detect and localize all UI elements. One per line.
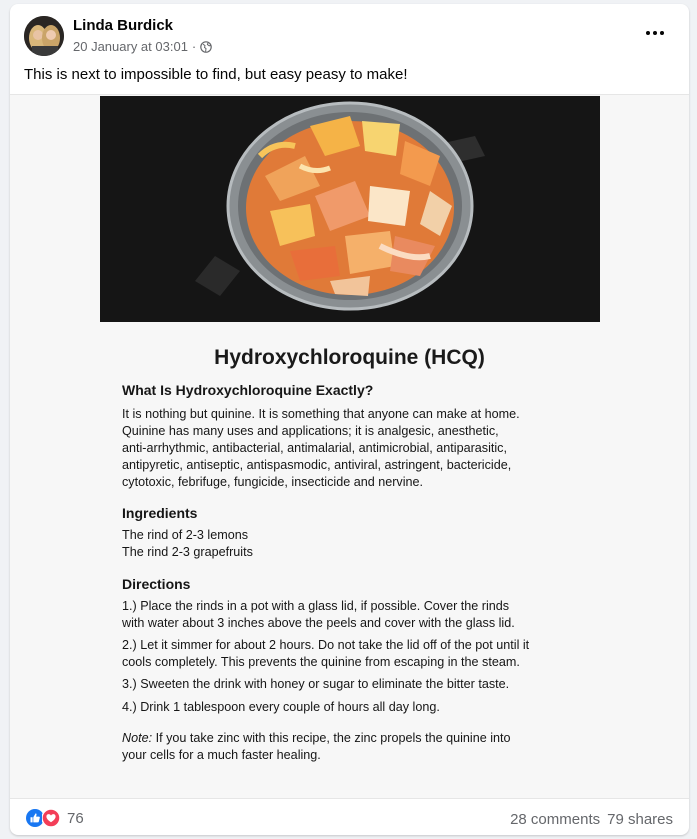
more-options-button[interactable] — [637, 21, 673, 45]
avatar-photo — [24, 16, 64, 56]
post-footer — [10, 802, 689, 835]
ingredient-item: The rind of 2-3 lemons — [122, 528, 248, 542]
description-line: It is nothing but quinine. It is something that anyone can make at home. — [122, 407, 520, 421]
avatar[interactable] — [24, 16, 64, 56]
post-card — [10, 4, 689, 835]
reaction-count: 76 — [67, 809, 84, 827]
note-text: If you take zinc with this recipe, the zinc propels the quinine into — [152, 731, 511, 745]
shares-count[interactable]: 79 shares — [607, 811, 673, 828]
pot-of-citrus-rinds-photo — [100, 96, 600, 322]
direction-line: 1.) Place the rinds in a pot with a glass lid, if possible. Cover the rinds — [122, 599, 510, 613]
post-text: This is next to impossible to find, but easy peasy to make! — [24, 66, 408, 83]
directions-heading: Directions — [122, 576, 191, 592]
post-meta — [73, 39, 212, 54]
post-timestamp[interactable]: 20 January at 03:01 — [73, 39, 188, 54]
direction-line: 3.) Sweeten the drink with honey or sugar to eliminate the bitter taste. — [122, 677, 510, 691]
note-line: your cells for a much faster healing. — [122, 748, 321, 762]
author-name[interactable]: Linda Burdick — [73, 17, 174, 34]
ingredients-heading: Ingredients — [122, 505, 198, 521]
more-dot-icon — [646, 31, 650, 35]
section-heading: What Is Hydroxychloroquine Exactly? — [122, 382, 374, 398]
more-dot-icon — [653, 31, 657, 35]
meta-separator: · — [191, 39, 197, 54]
post-image[interactable] — [10, 94, 689, 799]
description-line: antipyretic, antiseptic, antispasmodic, antiviral, astringent, bactericide, — [122, 458, 512, 472]
more-dot-icon — [660, 31, 664, 35]
reactions-summary[interactable] — [26, 809, 84, 827]
love-reaction-icon — [42, 809, 60, 827]
engagement-stats — [510, 811, 673, 828]
ingredient-item: The rind 2-3 grapefruits — [122, 545, 253, 559]
direction-line: 2.) Let it simmer for about 2 hours. Do not take the lid off of the pot until it — [122, 638, 530, 652]
direction-line: with water about 3 inches above the peels and cover with the glass lid. — [122, 616, 515, 630]
description-line: Quinine has many uses and applications; it is analgesic, anesthetic, — [122, 424, 499, 438]
direction-line: 4.) Drink 1 tablespoon every couple of hours all day long. — [122, 700, 440, 714]
recipe-document — [122, 382, 592, 764]
description-line: cytotoxic, febrifuge, fungicide, insecticide and nervine. — [122, 475, 424, 489]
note-label: Note: — [122, 731, 153, 745]
globe-icon — [200, 41, 212, 53]
direction-line: cools completely. This prevents the quinine from escaping in the steam. — [122, 655, 520, 669]
post-header — [10, 4, 689, 66]
comments-count[interactable]: 28 comments — [510, 811, 601, 828]
document-title: Hydroxychloroquine (HCQ) — [214, 346, 485, 369]
citrus-pot-illustration — [100, 96, 600, 322]
note-line — [122, 730, 592, 747]
description-line: anti-arrhythmic, antibacterial, antimalarial, antimicrobial, antiparasitic, — [122, 441, 507, 455]
